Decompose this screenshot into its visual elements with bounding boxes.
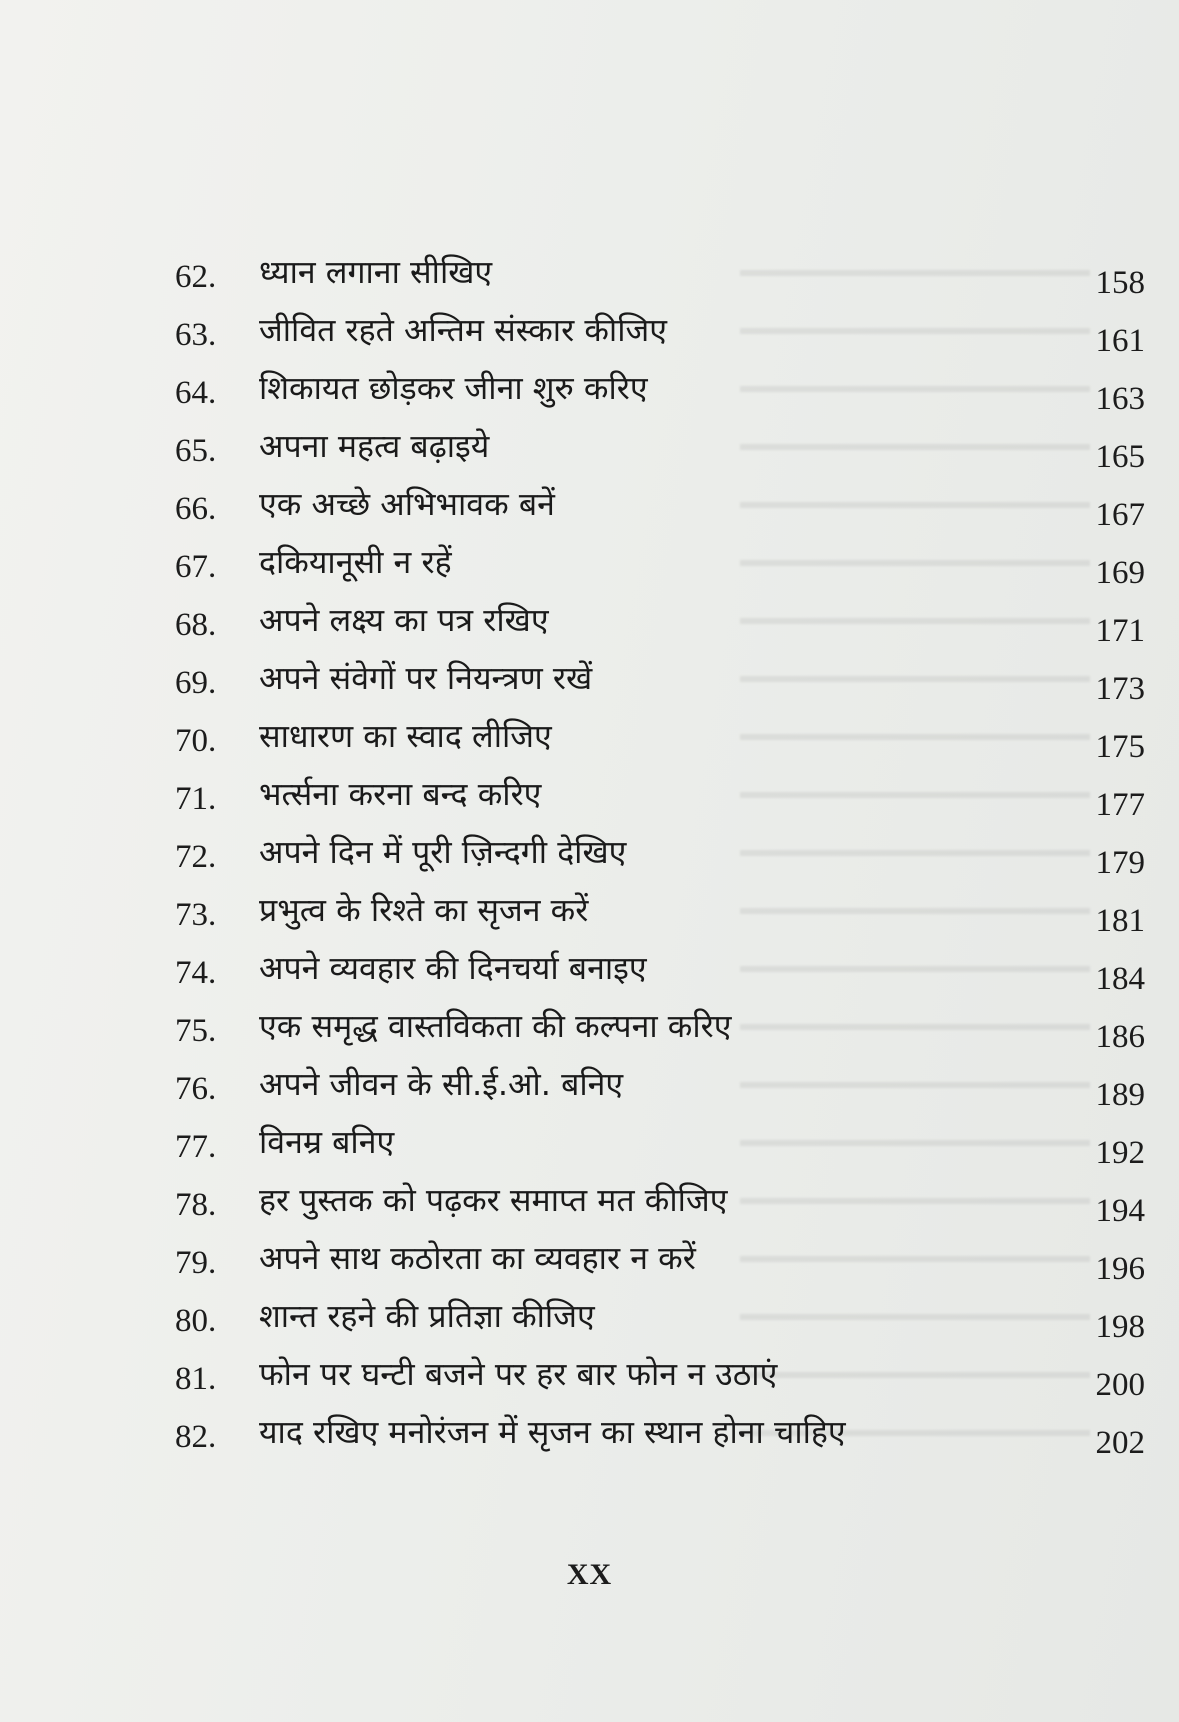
entry-page: 184	[1095, 961, 1145, 997]
entry-page: 173	[1095, 671, 1145, 707]
entry-page: 200	[1095, 1367, 1145, 1403]
entry-page: 194	[1095, 1193, 1145, 1229]
entry-number: 79.	[175, 1245, 217, 1281]
entry-title: अपने साथ कठोरता का व्यवहार न करें	[259, 1239, 696, 1277]
entry-title: जीवित रहते अन्तिम संस्कार कीजिए	[259, 311, 667, 349]
entry-title: हर पुस्तक को पढ़कर समाप्त मत कीजिए	[259, 1181, 728, 1219]
entry-page: 186	[1095, 1019, 1145, 1055]
entry-title: अपना महत्व बढ़ाइये	[259, 427, 490, 465]
entry-title: शिकायत छोड़कर जीना शुरु करिए	[259, 369, 648, 407]
toc-entry	[175, 303, 1155, 361]
entry-title: अपने दिन में पूरी ज़िन्दगी देखिए	[259, 833, 627, 871]
entry-number: 73.	[175, 897, 217, 933]
entry-page: 202	[1095, 1425, 1145, 1461]
toc-entry	[175, 1057, 1155, 1115]
entry-page: 158	[1095, 265, 1145, 301]
entry-title: याद रखिए मनोरंजन में सृजन का स्थान होना चाहिए	[259, 1413, 846, 1451]
toc-entry	[175, 535, 1155, 593]
entry-number: 64.	[175, 375, 217, 411]
entry-number: 71.	[175, 781, 217, 817]
entry-number: 62.	[175, 259, 217, 295]
entry-number: 65.	[175, 433, 217, 469]
entry-title: एक अच्छे अभिभावक बनें	[259, 485, 555, 523]
entry-number: 82.	[175, 1419, 217, 1455]
entry-number: 76.	[175, 1071, 217, 1107]
toc-entry	[175, 593, 1155, 651]
page-number-footer: XX	[566, 1558, 613, 1591]
toc-entry	[175, 709, 1155, 767]
entry-page: 171	[1095, 613, 1145, 649]
entry-page: 179	[1095, 845, 1145, 881]
entry-page: 196	[1095, 1251, 1145, 1287]
toc-entry	[175, 361, 1155, 419]
entry-title: अपने जीवन के सी.ई.ओ. बनिए	[259, 1065, 624, 1103]
toc-entry	[175, 883, 1155, 941]
entry-title: विनम्र बनिए	[259, 1123, 395, 1161]
entry-number: 66.	[175, 491, 217, 527]
entry-title: साधारण का स्वाद लीजिए	[259, 717, 552, 755]
toc-entry	[175, 941, 1155, 999]
entry-page: 163	[1095, 381, 1145, 417]
toc-entry	[175, 825, 1155, 883]
toc-entry	[175, 1173, 1155, 1231]
entry-title: अपने संवेगों पर नियन्त्रण रखें	[259, 659, 593, 697]
toc-entry	[175, 245, 1155, 303]
toc-entry	[175, 1231, 1155, 1289]
entry-title: प्रभुत्व के रिश्ते का सृजन करें	[259, 891, 589, 929]
entry-page: 177	[1095, 787, 1145, 823]
entry-title: एक समृद्ध वास्तविकता की कल्पना करिए	[259, 1007, 732, 1045]
entry-page: 192	[1095, 1135, 1145, 1171]
toc-entry	[175, 1289, 1155, 1347]
entry-title: ध्यान लगाना सीखिए	[259, 253, 493, 291]
toc-entry	[175, 477, 1155, 535]
entry-page: 165	[1095, 439, 1145, 475]
entry-number: 69.	[175, 665, 217, 701]
entry-number: 63.	[175, 317, 217, 353]
entry-number: 72.	[175, 839, 217, 875]
entry-title: दकियानूसी न रहें	[259, 543, 452, 581]
entry-title: अपने व्यवहार की दिनचर्या बनाइए	[259, 949, 647, 987]
entry-page: 161	[1095, 323, 1145, 359]
entry-title: अपने लक्ष्य का पत्र रखिए	[259, 601, 549, 639]
entry-number: 68.	[175, 607, 217, 643]
toc-entry	[175, 999, 1155, 1057]
entry-page: 167	[1095, 497, 1145, 533]
entry-title: भर्त्सना करना बन्द करिए	[259, 775, 542, 813]
entry-page: 181	[1095, 903, 1145, 939]
entry-number: 67.	[175, 549, 217, 585]
toc-entry	[175, 419, 1155, 477]
entry-number: 78.	[175, 1187, 217, 1223]
entry-number: 81.	[175, 1361, 217, 1397]
toc-entry	[175, 767, 1155, 825]
entry-number: 80.	[175, 1303, 217, 1339]
entry-title: फोन पर घन्टी बजने पर हर बार फोन न उठाएं	[259, 1355, 778, 1393]
entry-number: 75.	[175, 1013, 217, 1049]
entry-number: 74.	[175, 955, 217, 991]
entry-page: 189	[1095, 1077, 1145, 1113]
entry-number: 77.	[175, 1129, 217, 1165]
entry-page: 175	[1095, 729, 1145, 765]
toc-entry	[175, 651, 1155, 709]
toc-entry	[175, 1115, 1155, 1173]
entry-title: शान्त रहने की प्रतिज्ञा कीजिए	[259, 1297, 595, 1335]
entry-number: 70.	[175, 723, 217, 759]
entry-page: 169	[1095, 555, 1145, 591]
entry-page: 198	[1095, 1309, 1145, 1345]
toc-entry	[175, 1347, 1155, 1405]
toc-entry	[175, 1405, 1155, 1463]
